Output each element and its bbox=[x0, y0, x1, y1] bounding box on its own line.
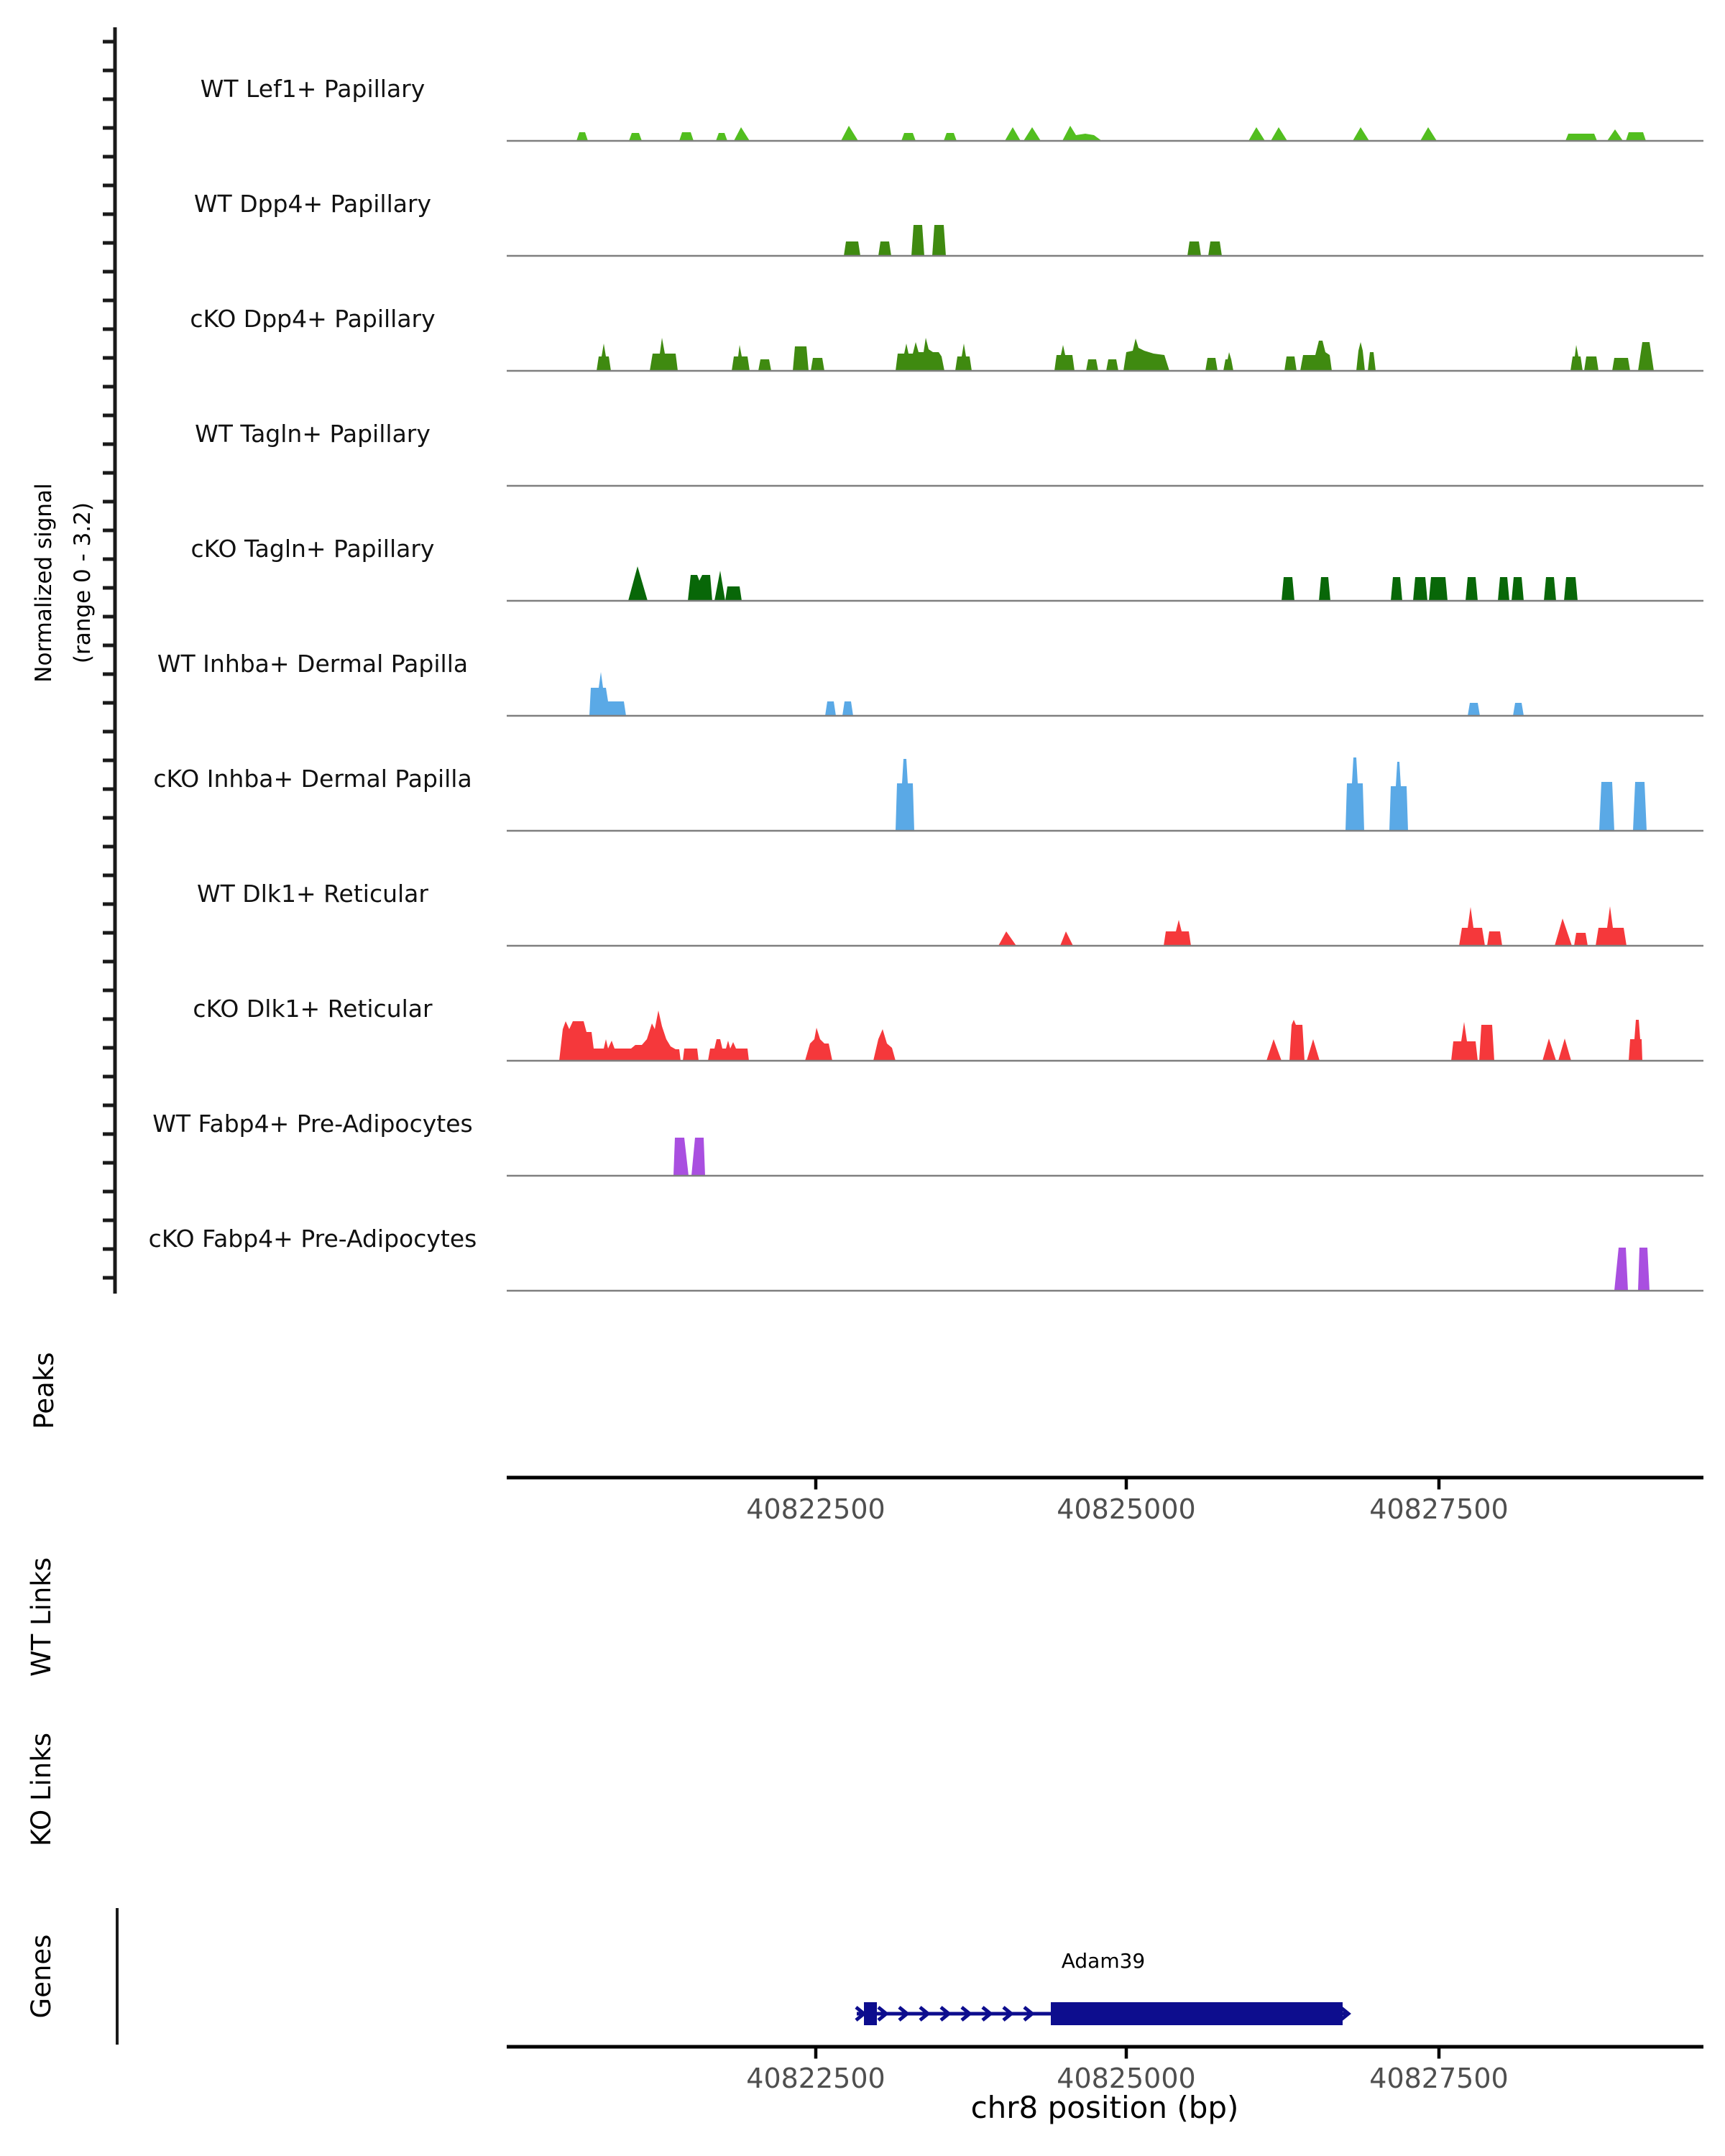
track-label-10: WT Fabp4+ Pre-Adipocytes bbox=[152, 1110, 473, 1138]
coverage-peaks-3 bbox=[732, 345, 750, 371]
x-axis-title: chr8 position (bp) bbox=[970, 2090, 1239, 2125]
coverage-peaks-1 bbox=[1353, 127, 1369, 141]
signal-y-axis-tick bbox=[103, 1161, 115, 1165]
signal-y-axis-tick bbox=[103, 730, 115, 734]
signal-y-axis-tick bbox=[103, 931, 115, 935]
coverage-peaks-3 bbox=[650, 338, 678, 371]
section-label-peaks: Peaks bbox=[29, 1352, 60, 1429]
coverage-peaks-9 bbox=[1629, 1020, 1642, 1061]
gene-exon-2 bbox=[1051, 2002, 1343, 2025]
x-tick-label-1-2: 40825000 bbox=[1057, 1493, 1196, 1525]
track-label-7: cKO Inhba+ Dermal Papilla bbox=[153, 765, 472, 793]
coverage-peaks-8 bbox=[1060, 931, 1073, 946]
coverage-peaks-1 bbox=[734, 127, 750, 141]
coverage-peaks-2 bbox=[911, 225, 924, 256]
track-label-2: WT Dpp4+ Papillary bbox=[193, 190, 432, 218]
coverage-peaks-5 bbox=[1413, 577, 1427, 601]
coverage-peaks-3 bbox=[1223, 352, 1233, 371]
signal-y-axis-tick bbox=[103, 40, 115, 44]
coverage-peaks-9 bbox=[805, 1028, 832, 1061]
coverage-peaks-10 bbox=[673, 1138, 689, 1176]
coverage-peaks-3 bbox=[1123, 338, 1169, 371]
x-tick-label-1-3: 40827500 bbox=[1369, 1493, 1509, 1525]
signal-y-axis-tick bbox=[103, 960, 115, 964]
coverage-peaks-1 bbox=[716, 133, 727, 141]
coverage-peaks-5 bbox=[1429, 577, 1448, 601]
coverage-peaks-9 bbox=[683, 1049, 699, 1061]
x-axis-tick-2 bbox=[1438, 2049, 1441, 2059]
coverage-peaks-8 bbox=[1487, 931, 1502, 946]
y-axis-label-line2: (range 0 - 3.2) bbox=[70, 502, 96, 664]
coverage-peaks-7 bbox=[1633, 782, 1647, 831]
coverage-peaks-7 bbox=[1599, 782, 1614, 831]
coverage-peaks-3 bbox=[1284, 356, 1297, 371]
coverage-peaks-2 bbox=[932, 225, 946, 256]
coverage-peaks-3 bbox=[758, 359, 771, 371]
signal-y-axis-tick bbox=[103, 385, 115, 389]
coverage-peaks-8 bbox=[1596, 906, 1627, 946]
coverage-peaks-7 bbox=[1389, 762, 1408, 831]
coverage-peaks-3 bbox=[597, 344, 611, 371]
section-label-wt-links: WT Links bbox=[26, 1557, 57, 1677]
signal-y-axis-tick bbox=[103, 701, 115, 705]
coverage-peaks-6 bbox=[1468, 703, 1480, 716]
coverage-peaks-3 bbox=[955, 344, 972, 371]
x-tick-label-2-3: 40827500 bbox=[1369, 2063, 1509, 2094]
coverage-peaks-2 bbox=[1187, 241, 1201, 256]
signal-y-axis-tick bbox=[103, 816, 115, 820]
coverage-peaks-9 bbox=[1307, 1039, 1320, 1061]
signal-y-axis-tick bbox=[103, 615, 115, 619]
coverage-peaks-9 bbox=[1479, 1025, 1494, 1061]
coverage-peaks-3 bbox=[896, 338, 944, 371]
signal-y-axis-tick bbox=[103, 126, 115, 130]
coverage-peaks-5 bbox=[1466, 577, 1478, 601]
x-tick-label-2-2: 40825000 bbox=[1057, 2063, 1196, 2094]
coverage-peaks-9 bbox=[1451, 1022, 1478, 1061]
coverage-peaks-11 bbox=[1614, 1248, 1628, 1291]
x-axis-tick-1 bbox=[1438, 1480, 1441, 1490]
coverage-peaks-9 bbox=[1542, 1038, 1556, 1061]
coverage-peaks-1 bbox=[1420, 127, 1437, 141]
coverage-peaks-6 bbox=[589, 672, 626, 716]
coverage-peaks-5 bbox=[1564, 577, 1578, 601]
coverage-peaks-5 bbox=[628, 566, 648, 601]
coverage-peaks-5 bbox=[1319, 577, 1330, 601]
signal-y-axis-tick bbox=[103, 586, 115, 590]
coverage-peaks-2 bbox=[1208, 241, 1222, 256]
coverage-peaks-9 bbox=[873, 1029, 896, 1061]
coverage-peaks-8 bbox=[1164, 920, 1191, 946]
coverage-peaks-1 bbox=[1024, 127, 1041, 141]
track-label-11: cKO Fabp4+ Pre-Adipocytes bbox=[148, 1225, 477, 1253]
signal-y-axis-tick bbox=[103, 500, 115, 504]
signal-y-axis-tick bbox=[103, 155, 115, 159]
coverage-peaks-6 bbox=[842, 701, 853, 716]
track-label-8: WT Dlk1+ Reticular bbox=[197, 880, 428, 908]
coverage-peaks-1 bbox=[1565, 134, 1597, 141]
coverage-peaks-9 bbox=[1266, 1039, 1282, 1061]
coverage-peaks-5 bbox=[1282, 577, 1294, 601]
signal-y-axis-tick bbox=[103, 845, 115, 849]
section-label-genes: Genes bbox=[26, 1934, 57, 2019]
y-axis-label-line1: Normalized signal bbox=[31, 483, 57, 683]
signal-y-axis-tick bbox=[103, 1075, 115, 1079]
coverage-peaks-6 bbox=[825, 701, 836, 716]
coverage-peaks-3 bbox=[1570, 345, 1583, 371]
coverage-peaks-1 bbox=[1248, 127, 1265, 141]
x-axis-line-2 bbox=[507, 2045, 1703, 2049]
x-axis-tick-2 bbox=[1125, 2049, 1128, 2059]
signal-y-axis-tick bbox=[103, 270, 115, 274]
coverage-peaks-3 bbox=[1205, 358, 1218, 371]
coverage-peaks-9 bbox=[1289, 1020, 1305, 1061]
coverage-peaks-3 bbox=[1300, 341, 1332, 371]
coverage-peaks-1 bbox=[1271, 127, 1287, 141]
coverage-peaks-7 bbox=[1346, 757, 1364, 831]
gene-exon-1 bbox=[864, 2002, 877, 2025]
x-axis-tick-1 bbox=[814, 1480, 818, 1490]
coverage-peaks-10 bbox=[691, 1138, 705, 1176]
coverage-peaks-5 bbox=[725, 586, 742, 601]
signal-y-axis-tick bbox=[103, 241, 115, 245]
coverage-peaks-5 bbox=[1544, 577, 1556, 601]
coverage-peaks-1 bbox=[944, 133, 957, 141]
signal-y-axis-tick bbox=[103, 471, 115, 475]
coverage-peaks-1 bbox=[1626, 132, 1646, 141]
coverage-peaks-5 bbox=[688, 575, 712, 601]
track-label-9: cKO Dlk1+ Reticular bbox=[193, 995, 433, 1023]
coverage-peaks-1 bbox=[1062, 126, 1102, 141]
coverage-peaks-3 bbox=[1054, 345, 1075, 371]
coverage-peaks-5 bbox=[1498, 577, 1509, 601]
coverage-peaks-3 bbox=[1584, 356, 1598, 371]
coverage-peaks-8 bbox=[1459, 907, 1485, 946]
signal-y-axis-tick bbox=[103, 1046, 115, 1050]
coverage-peaks-9 bbox=[708, 1039, 749, 1061]
coverage-peaks-7 bbox=[896, 759, 914, 831]
track-label-3: cKO Dpp4+ Papillary bbox=[190, 305, 436, 333]
x-axis-line-1 bbox=[507, 1476, 1703, 1480]
coverage-peaks-2 bbox=[844, 241, 860, 256]
gene-name-label: Adam39 bbox=[1061, 1949, 1146, 1973]
coverage-peaks-3 bbox=[1086, 359, 1098, 371]
x-tick-label-2-1: 40822500 bbox=[746, 2063, 886, 2094]
x-axis-tick-1 bbox=[1125, 1480, 1128, 1490]
coverage-peaks-3 bbox=[811, 358, 824, 371]
coverage-peaks-1 bbox=[901, 133, 916, 141]
coverage-peaks-1 bbox=[1005, 127, 1021, 141]
coverage-peaks-11 bbox=[1638, 1248, 1650, 1291]
x-axis-tick-2 bbox=[814, 2049, 818, 2059]
coverage-peaks-6 bbox=[1513, 703, 1524, 716]
coverage-peaks-3 bbox=[1368, 352, 1376, 371]
signal-y-axis-tick bbox=[103, 356, 115, 360]
coverage-peaks-9 bbox=[1558, 1038, 1571, 1061]
coverage-peaks-3 bbox=[1356, 342, 1365, 371]
coverage-peaks-1 bbox=[679, 132, 694, 141]
genes-panel-axis-line bbox=[116, 1908, 119, 2045]
coverage-peaks-1 bbox=[576, 132, 588, 141]
coverage-peaks-9 bbox=[559, 1010, 681, 1061]
track-label-6: WT Inhba+ Dermal Papilla bbox=[157, 650, 469, 678]
coverage-peaks-5 bbox=[1391, 577, 1402, 601]
coverage-peaks-2 bbox=[878, 241, 891, 256]
coverage-peaks-1 bbox=[841, 126, 858, 141]
coverage-peaks-5 bbox=[714, 571, 725, 601]
coverage-peaks-3 bbox=[1612, 358, 1630, 371]
coverage-peaks-3 bbox=[1638, 342, 1654, 371]
coverage-peaks-1 bbox=[1607, 129, 1623, 141]
x-tick-label-1-1: 40822500 bbox=[746, 1493, 886, 1525]
section-label-ko-links: KO Links bbox=[26, 1732, 57, 1847]
coverage-peaks-5 bbox=[1512, 577, 1524, 601]
coverage-peaks-8 bbox=[1574, 933, 1588, 946]
coverage-peaks-1 bbox=[629, 133, 642, 141]
coverage-peaks-8 bbox=[1555, 918, 1572, 946]
track-label-5: cKO Tagln+ Papillary bbox=[190, 535, 435, 563]
coverage-peaks-8 bbox=[998, 931, 1016, 946]
coverage-peaks-3 bbox=[1106, 359, 1118, 371]
track-label-4: WT Tagln+ Papillary bbox=[195, 420, 431, 448]
signal-y-axis-tick bbox=[103, 1276, 115, 1280]
track-label-1: WT Lef1+ Papillary bbox=[200, 75, 426, 103]
signal-y-axis-tick bbox=[103, 1190, 115, 1194]
coverage-peaks-3 bbox=[793, 346, 809, 371]
